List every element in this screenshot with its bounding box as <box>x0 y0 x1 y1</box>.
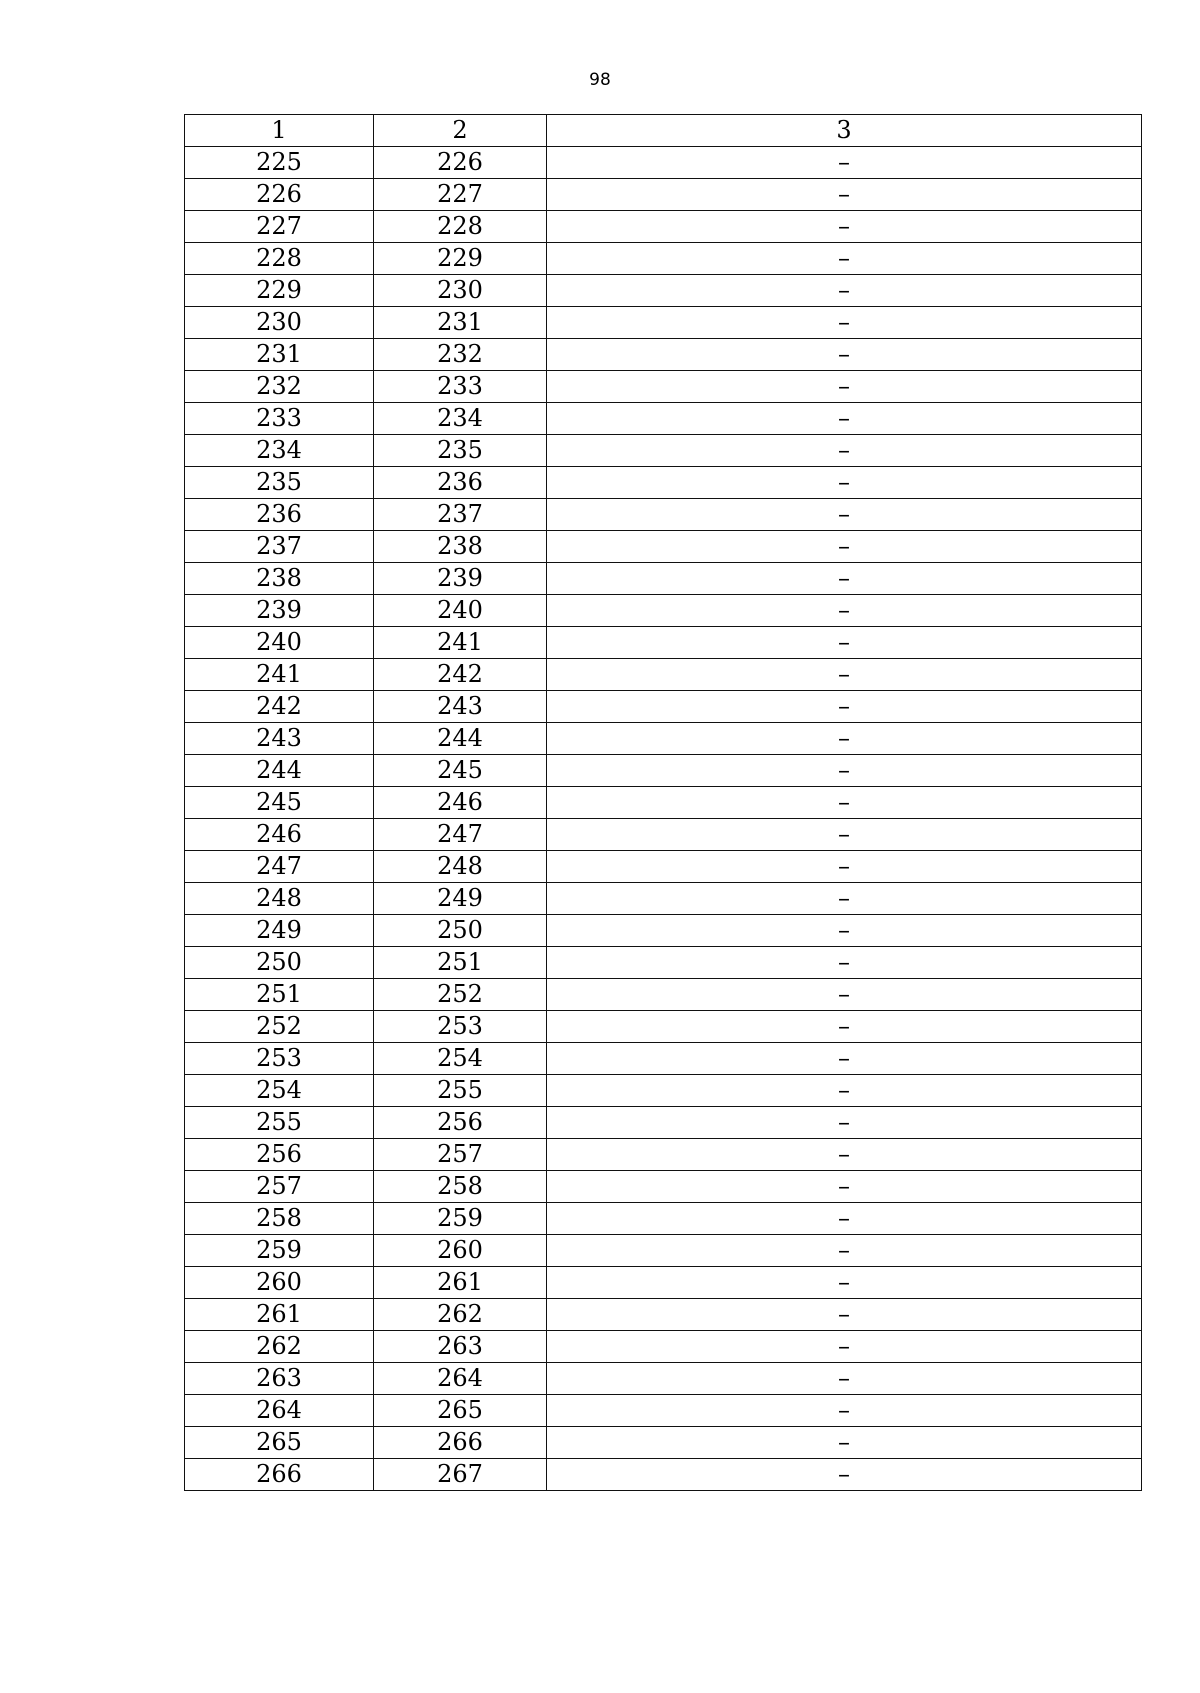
table-cell-col-2: 232 <box>374 339 547 371</box>
table-cell-col-1: 232 <box>185 371 374 403</box>
table-cell-col-3: – <box>547 371 1142 403</box>
table-cell-col-1: 256 <box>185 1139 374 1171</box>
table-cell-col-1: 245 <box>185 787 374 819</box>
table-cell-col-3: – <box>547 243 1142 275</box>
table-row <box>185 1459 1142 1491</box>
table-cell-col-3: – <box>547 435 1142 467</box>
table-cell-col-1: 235 <box>185 467 374 499</box>
table-row <box>185 339 1142 371</box>
table-cell-col-2: 228 <box>374 211 547 243</box>
table-cell-col-3: – <box>547 1299 1142 1331</box>
table-row <box>185 1011 1142 1043</box>
table-cell-col-1: 262 <box>185 1331 374 1363</box>
table-cell-col-2: 260 <box>374 1235 547 1267</box>
table-cell-col-1: 260 <box>185 1267 374 1299</box>
table-cell-col-1: 225 <box>185 147 374 179</box>
table-cell-col-3: – <box>547 883 1142 915</box>
table-cell-col-2: 238 <box>374 531 547 563</box>
table-row <box>185 595 1142 627</box>
table-cell-col-3: – <box>547 1139 1142 1171</box>
table-row <box>185 947 1142 979</box>
table-cell-col-1: 230 <box>185 307 374 339</box>
table-cell-col-2: 247 <box>374 819 547 851</box>
table-cell-col-2: 239 <box>374 563 547 595</box>
table-cell-col-2: 265 <box>374 1395 547 1427</box>
table-cell-col-3: – <box>547 627 1142 659</box>
table-cell-col-1: 239 <box>185 595 374 627</box>
table-row <box>185 243 1142 275</box>
table-row <box>185 1203 1142 1235</box>
table-cell-col-3: – <box>547 755 1142 787</box>
table-cell-col-1: 226 <box>185 179 374 211</box>
table-row <box>185 1235 1142 1267</box>
table-cell-col-2: 256 <box>374 1107 547 1139</box>
table-row <box>185 723 1142 755</box>
table-row <box>185 1299 1142 1331</box>
table-row <box>185 787 1142 819</box>
table-cell-col-3: – <box>547 787 1142 819</box>
table-cell-col-3: – <box>547 211 1142 243</box>
table-cell-col-3: – <box>547 339 1142 371</box>
table-cell-col-2: 252 <box>374 979 547 1011</box>
table-cell-col-3: – <box>547 1427 1142 1459</box>
table-row <box>185 819 1142 851</box>
table-cell-col-2: 244 <box>374 723 547 755</box>
table-cell-col-2: 234 <box>374 403 547 435</box>
table-cell-col-1: 234 <box>185 435 374 467</box>
table-cell-col-3: – <box>547 1331 1142 1363</box>
table-row <box>185 371 1142 403</box>
table-cell-col-1: 252 <box>185 1011 374 1043</box>
table-cell-col-2: 266 <box>374 1427 547 1459</box>
table-row <box>185 755 1142 787</box>
table-cell-col-2: 245 <box>374 755 547 787</box>
table-row <box>185 275 1142 307</box>
table-row <box>185 531 1142 563</box>
table-cell-col-2: 259 <box>374 1203 547 1235</box>
table-cell-col-2: 253 <box>374 1011 547 1043</box>
table-cell-col-3: – <box>547 499 1142 531</box>
table-cell-col-3: – <box>547 1363 1142 1395</box>
table-cell-col-3: – <box>547 979 1142 1011</box>
table-cell-col-3: – <box>547 1075 1142 1107</box>
table-cell-col-1: 266 <box>185 1459 374 1491</box>
table-row <box>185 1139 1142 1171</box>
table-row <box>185 307 1142 339</box>
table-cell-col-2: 237 <box>374 499 547 531</box>
table-cell-col-3: – <box>547 947 1142 979</box>
table-cell-col-2: 240 <box>374 595 547 627</box>
table-cell-col-3: – <box>547 915 1142 947</box>
table-cell-col-3: – <box>547 467 1142 499</box>
table-row <box>185 883 1142 915</box>
data-table <box>184 114 1142 1491</box>
table-cell-col-3: – <box>547 1395 1142 1427</box>
table-cell-col-2: 246 <box>374 787 547 819</box>
table-row <box>185 499 1142 531</box>
header-cell-1: 1 <box>185 115 374 147</box>
table-row <box>185 659 1142 691</box>
table-cell-col-1: 254 <box>185 1075 374 1107</box>
table-cell-col-3: – <box>547 1043 1142 1075</box>
table-row <box>185 403 1142 435</box>
table-cell-col-1: 243 <box>185 723 374 755</box>
table-row <box>185 467 1142 499</box>
table-cell-col-3: – <box>547 1235 1142 1267</box>
table-cell-col-3: – <box>547 1011 1142 1043</box>
table-cell-col-3: – <box>547 147 1142 179</box>
table-cell-col-1: 246 <box>185 819 374 851</box>
table-cell-col-1: 236 <box>185 499 374 531</box>
table-row <box>185 1267 1142 1299</box>
table-cell-col-2: 242 <box>374 659 547 691</box>
table-cell-col-3: – <box>547 595 1142 627</box>
table-cell-col-2: 264 <box>374 1363 547 1395</box>
table-cell-col-3: – <box>547 403 1142 435</box>
table-row <box>185 1331 1142 1363</box>
table-cell-col-1: 263 <box>185 1363 374 1395</box>
table-row <box>185 1171 1142 1203</box>
table-cell-col-3: – <box>547 307 1142 339</box>
table-cell-col-1: 255 <box>185 1107 374 1139</box>
table-cell-col-3: – <box>547 1203 1142 1235</box>
table-cell-col-1: 257 <box>185 1171 374 1203</box>
table-cell-col-1: 250 <box>185 947 374 979</box>
table-cell-col-1: 242 <box>185 691 374 723</box>
table-cell-col-1: 261 <box>185 1299 374 1331</box>
table-cell-col-3: – <box>547 1107 1142 1139</box>
table-cell-col-3: – <box>547 691 1142 723</box>
table-cell-col-3: – <box>547 531 1142 563</box>
table-row <box>185 1075 1142 1107</box>
table-cell-col-1: 231 <box>185 339 374 371</box>
table-cell-col-1: 229 <box>185 275 374 307</box>
table-cell-col-2: 235 <box>374 435 547 467</box>
table-row <box>185 1043 1142 1075</box>
table-row <box>185 1107 1142 1139</box>
table-row <box>185 179 1142 211</box>
table-cell-col-1: 251 <box>185 979 374 1011</box>
table-cell-col-1: 228 <box>185 243 374 275</box>
table-cell-col-3: – <box>547 819 1142 851</box>
table-row <box>185 691 1142 723</box>
table-cell-col-2: 261 <box>374 1267 547 1299</box>
table-cell-col-3: – <box>547 851 1142 883</box>
table-header-row <box>185 115 1142 147</box>
table-cell-col-2: 255 <box>374 1075 547 1107</box>
table-cell-col-2: 267 <box>374 1459 547 1491</box>
table-body <box>185 115 1142 1491</box>
table-cell-col-1: 240 <box>185 627 374 659</box>
table-cell-col-1: 244 <box>185 755 374 787</box>
table-row <box>185 211 1142 243</box>
table-row <box>185 1395 1142 1427</box>
table-cell-col-1: 227 <box>185 211 374 243</box>
table-cell-col-2: 231 <box>374 307 547 339</box>
header-cell-3: 3 <box>547 115 1142 147</box>
table-cell-col-2: 262 <box>374 1299 547 1331</box>
table-cell-col-2: 227 <box>374 179 547 211</box>
table-row <box>185 147 1142 179</box>
table-cell-col-2: 241 <box>374 627 547 659</box>
table-cell-col-2: 258 <box>374 1171 547 1203</box>
page-number: 98 <box>589 70 611 90</box>
table-cell-col-1: 233 <box>185 403 374 435</box>
table-cell-col-2: 250 <box>374 915 547 947</box>
table-cell-col-1: 238 <box>185 563 374 595</box>
table-row <box>185 435 1142 467</box>
table-cell-col-3: – <box>547 1171 1142 1203</box>
table-cell-col-1: 247 <box>185 851 374 883</box>
table-cell-col-2: 229 <box>374 243 547 275</box>
table-cell-col-3: – <box>547 563 1142 595</box>
table-cell-col-2: 226 <box>374 147 547 179</box>
table-cell-col-2: 263 <box>374 1331 547 1363</box>
table-row <box>185 851 1142 883</box>
table-cell-col-1: 264 <box>185 1395 374 1427</box>
table-cell-col-3: – <box>547 275 1142 307</box>
table-cell-col-3: – <box>547 659 1142 691</box>
table-cell-col-3: – <box>547 1459 1142 1491</box>
table-cell-col-1: 241 <box>185 659 374 691</box>
table-cell-col-2: 243 <box>374 691 547 723</box>
table-cell-col-1: 265 <box>185 1427 374 1459</box>
table-cell-col-3: – <box>547 723 1142 755</box>
table-cell-col-2: 254 <box>374 1043 547 1075</box>
table-cell-col-1: 253 <box>185 1043 374 1075</box>
table-cell-col-2: 236 <box>374 467 547 499</box>
table-cell-col-2: 257 <box>374 1139 547 1171</box>
table-row <box>185 979 1142 1011</box>
table-cell-col-2: 233 <box>374 371 547 403</box>
table-row <box>185 563 1142 595</box>
table-row <box>185 1363 1142 1395</box>
table-row <box>185 1427 1142 1459</box>
table-cell-col-1: 249 <box>185 915 374 947</box>
header-cell-2: 2 <box>374 115 547 147</box>
table-cell-col-2: 249 <box>374 883 547 915</box>
table-row <box>185 627 1142 659</box>
table-cell-col-1: 258 <box>185 1203 374 1235</box>
table-cell-col-3: – <box>547 179 1142 211</box>
table-cell-col-1: 248 <box>185 883 374 915</box>
table-cell-col-2: 251 <box>374 947 547 979</box>
table-cell-col-2: 248 <box>374 851 547 883</box>
table-cell-col-1: 237 <box>185 531 374 563</box>
table-row <box>185 915 1142 947</box>
table-cell-col-3: – <box>547 1267 1142 1299</box>
table-cell-col-1: 259 <box>185 1235 374 1267</box>
table-cell-col-2: 230 <box>374 275 547 307</box>
